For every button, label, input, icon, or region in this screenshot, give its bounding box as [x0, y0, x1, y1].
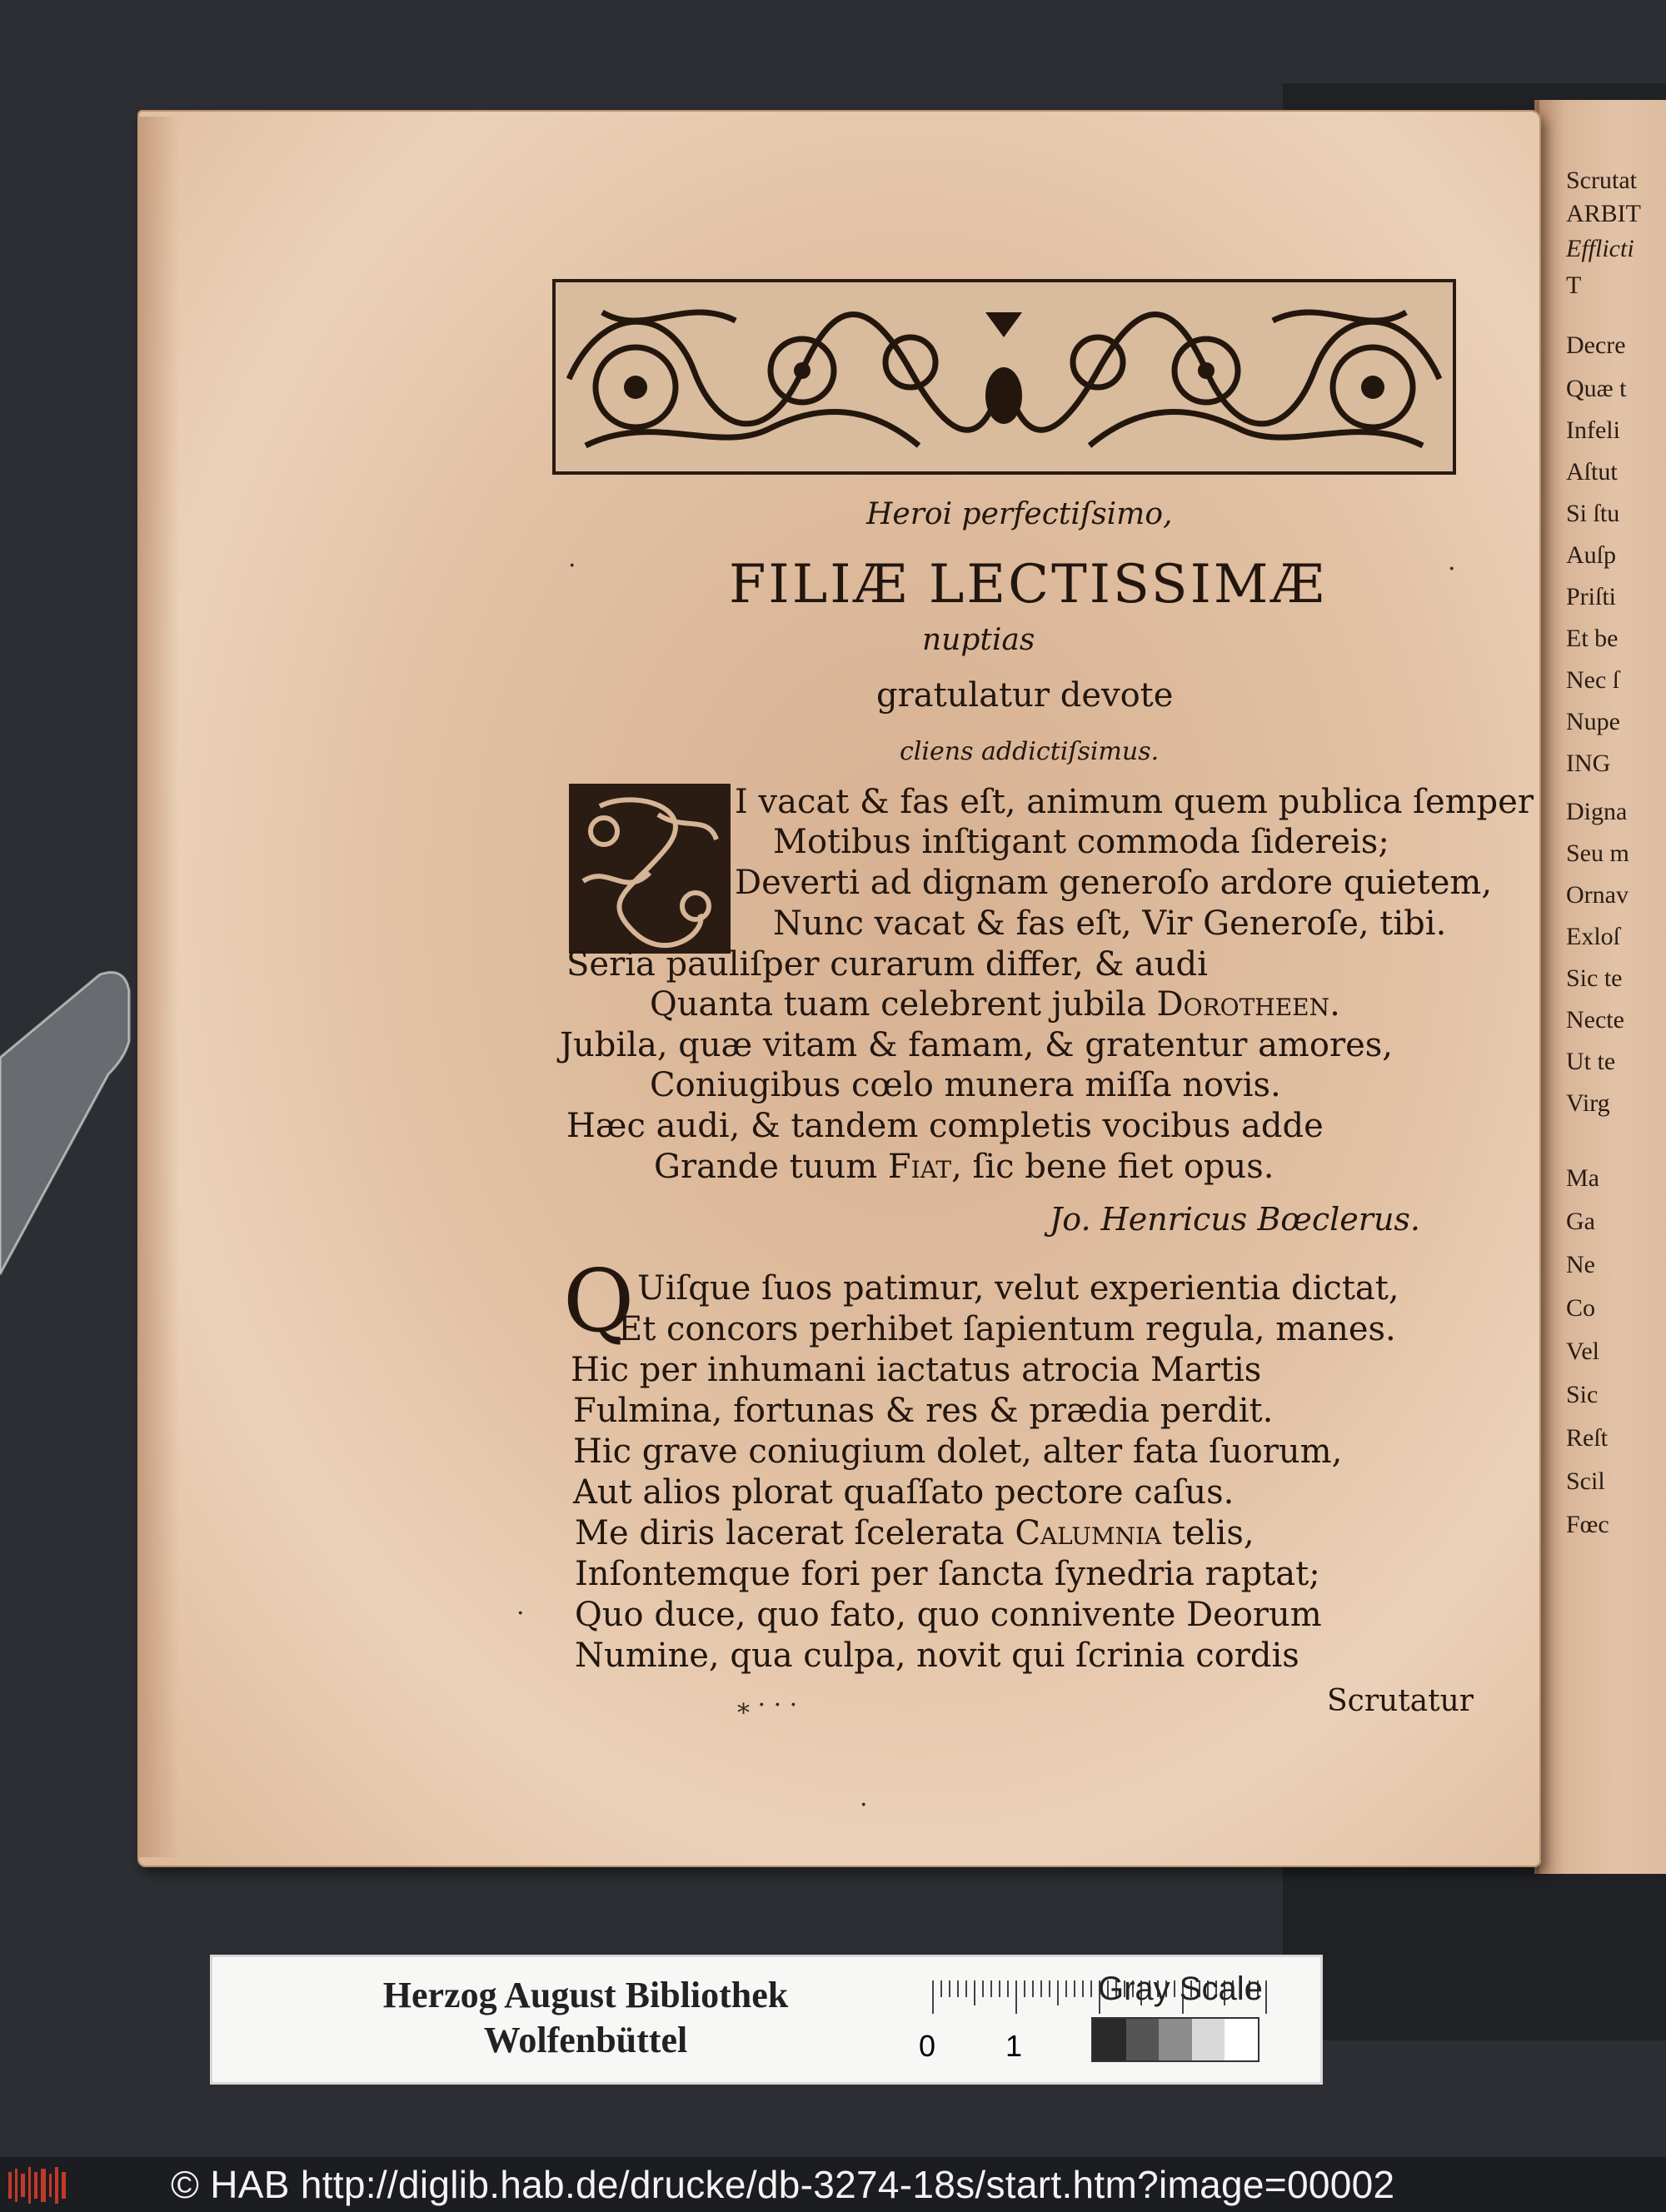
- poem1-line-7: Jubila, quæ vitam & famam, & gratentur amores,: [560, 1026, 1393, 1064]
- facing-page-fragment: Co: [1566, 1294, 1596, 1322]
- facing-page-fragment: Sic te: [1566, 964, 1623, 992]
- copyright-url[interactable]: © HAB http://diglib.hab.de/drucke/db-3274-18s/start.htm?image=00002: [171, 2163, 1395, 2206]
- poem1-line-10-fiat: Fiat: [887, 1148, 952, 1186]
- facing-page-fragment: Sic: [1566, 1381, 1599, 1408]
- gray-swatch: [1093, 2019, 1126, 2060]
- woodcut-ornament-headpiece: [552, 279, 1456, 475]
- facing-page-fragment: Reſt: [1566, 1424, 1608, 1452]
- facing-page-fragment: Scrutat: [1566, 167, 1637, 194]
- facing-page-fragment: Ma: [1566, 1164, 1599, 1192]
- facing-page-fragment: Ne: [1566, 1251, 1595, 1278]
- poem2-line-7-end: telis,: [1171, 1514, 1254, 1552]
- facing-page: [1534, 100, 1666, 1874]
- facing-page-fragment: Digna: [1566, 798, 1628, 825]
- footer-bar: [0, 2157, 1666, 2212]
- poem2-line-7-text: Me diris lacerat ſcelerata: [575, 1514, 1005, 1552]
- gray-swatch: [1126, 2019, 1160, 2060]
- poem1-line-10-text: Grande tuum: [654, 1148, 878, 1186]
- poem2-line-5: Hic grave coniugium dolet, alter fata ſuorum,: [573, 1432, 1343, 1471]
- poem1-line-4: Nunc vacat & fas eſt, Vir Generoſe, tibi.: [773, 904, 1447, 943]
- heading-dedication: Heroi perfectiſsimo,: [866, 497, 1173, 531]
- facing-page-fragment: Vel: [1566, 1338, 1599, 1365]
- facing-page-fragment: Nec ſ: [1566, 666, 1620, 694]
- plastic-clip: [0, 966, 133, 1283]
- heading-nuptias: nuptias: [922, 623, 1035, 657]
- poem2-line-4: Fulmina, fortunas & res & prædia perdit.: [573, 1392, 1274, 1430]
- ink-speck: ⁎ · · ·: [737, 1691, 798, 1720]
- facing-page-fragment: Ut te: [1566, 1048, 1616, 1075]
- poem2-initial: Q: [563, 1250, 635, 1352]
- facing-page-fragment: Nupe: [1566, 708, 1620, 735]
- page-edge-shadow: [137, 117, 179, 1857]
- poem1-line-8: Coniugibus cœlo munera miſſa novis.: [650, 1066, 1281, 1104]
- facing-page-fragment: Infeli: [1566, 416, 1620, 444]
- ink-speck: ·: [860, 1791, 868, 1820]
- facing-page-fragment: Virg: [1566, 1089, 1610, 1117]
- poem2-line-3: Hic per inhumani iactatus atrocia Martis: [571, 1351, 1262, 1389]
- poem1-line-9: Hæc audi, & tandem completis vocibus adde: [566, 1107, 1324, 1145]
- gray-swatch: [1225, 2019, 1258, 2060]
- facing-page-fragment: Ornav: [1566, 881, 1629, 909]
- facing-page-fragment: Necte: [1566, 1006, 1624, 1034]
- facing-page-fragment: Si ſtu: [1566, 500, 1620, 527]
- facing-page-fragment: ING: [1566, 750, 1611, 777]
- poem1-line-6: [650, 985, 1340, 1024]
- heading-main-title: FILIÆ LECTISSIMÆ: [729, 554, 1327, 615]
- heading-gratulatur: gratulatur devote: [876, 676, 1174, 715]
- facing-page-fragment: Scil: [1566, 1467, 1605, 1495]
- catchword: Scrutatur: [1327, 1684, 1474, 1718]
- color-calibration-card: [210, 1955, 1323, 2085]
- poem2-line-1: Uiſque ſuos patimur, velut experientia dictat,: [637, 1269, 1399, 1308]
- facing-page-fragment: Exloſ: [1566, 923, 1620, 950]
- facing-page-fragment: Fœc: [1566, 1511, 1609, 1538]
- poem2-line-2: Et concors perhibet ſapientum regula, manes.: [618, 1310, 1396, 1348]
- ink-speck: ·: [1448, 555, 1456, 584]
- gray-swatch: [1159, 2019, 1192, 2060]
- poem2-line-6: Aut alios plorat quaſſato pectore caſus.: [573, 1473, 1235, 1512]
- poem1-line-6-text: Quanta tuam celebrent jubila: [650, 985, 1146, 1024]
- poem1-line-2: Motibus inſtigant commoda ſidereis;: [773, 823, 1389, 861]
- ruler-number-0: 0: [919, 2029, 936, 2063]
- poem2-line-7: [575, 1514, 1254, 1552]
- heading-cliens: cliens addictiſsimus.: [900, 737, 1160, 766]
- facing-page-fragment: Priſti: [1566, 583, 1617, 610]
- ruler-number-1: 1: [1005, 2029, 1023, 2063]
- poem1-line-3: Deverti ad dignam generoſo ardore quietem,: [735, 864, 1493, 902]
- poem1-line-10-end: , ſic bene fiet opus.: [951, 1148, 1274, 1186]
- facing-page-fragment: Auſp: [1566, 541, 1616, 569]
- poem2-line-9: Quo duce, quo fato, quo connivente Deorum: [575, 1596, 1322, 1634]
- poem1-line-10: [654, 1148, 1274, 1186]
- poem1-line-6-name: Dorotheen.: [1156, 985, 1340, 1024]
- facing-page-fragment: ARBIT: [1566, 200, 1641, 227]
- facing-page-fragment: Quæ t: [1566, 375, 1627, 402]
- gray-swatch: [1192, 2019, 1225, 2060]
- signature: Jo. Henricus Bœclerus.: [1050, 1201, 1420, 1238]
- library-name: Herzog August Bibliothek: [382, 1975, 789, 2015]
- facing-page-fragment: Decre: [1566, 331, 1626, 359]
- gray-scale-label: Gray Scale: [1098, 1970, 1263, 2007]
- ink-speck: ·: [516, 1599, 525, 1628]
- poem1-line-5: Seria pauliſper curarum differ, & audi: [566, 945, 1208, 984]
- facing-page-fragment: Et be: [1566, 625, 1619, 652]
- facing-page-fragment: Seu m: [1566, 839, 1629, 867]
- ink-speck: ·: [568, 551, 576, 580]
- facing-page-fragment: Aſtut: [1566, 458, 1618, 486]
- facing-page-fragment: T: [1566, 272, 1582, 299]
- facing-page-fragment: Efflicti: [1566, 235, 1634, 262]
- library-location: Wolfenbüttel: [483, 2020, 688, 2060]
- poem1-line-1: I vacat & fas eſt, animum quem publica ſemper: [735, 783, 1534, 821]
- poem2-line-7-calumnia: Calumnia: [1015, 1514, 1162, 1552]
- poem2-line-8: Inſontemque fori per ſancta ſynedria raptat;: [575, 1555, 1320, 1593]
- hab-barcode-logo-icon: [8, 2167, 68, 2204]
- decorated-initial-s: [566, 781, 733, 956]
- gray-swatches: [1091, 2017, 1259, 2062]
- facing-page-fragment: Ga: [1566, 1208, 1595, 1235]
- poem2-line-10: Numine, qua culpa, novit qui ſcrinia cordis: [575, 1637, 1299, 1675]
